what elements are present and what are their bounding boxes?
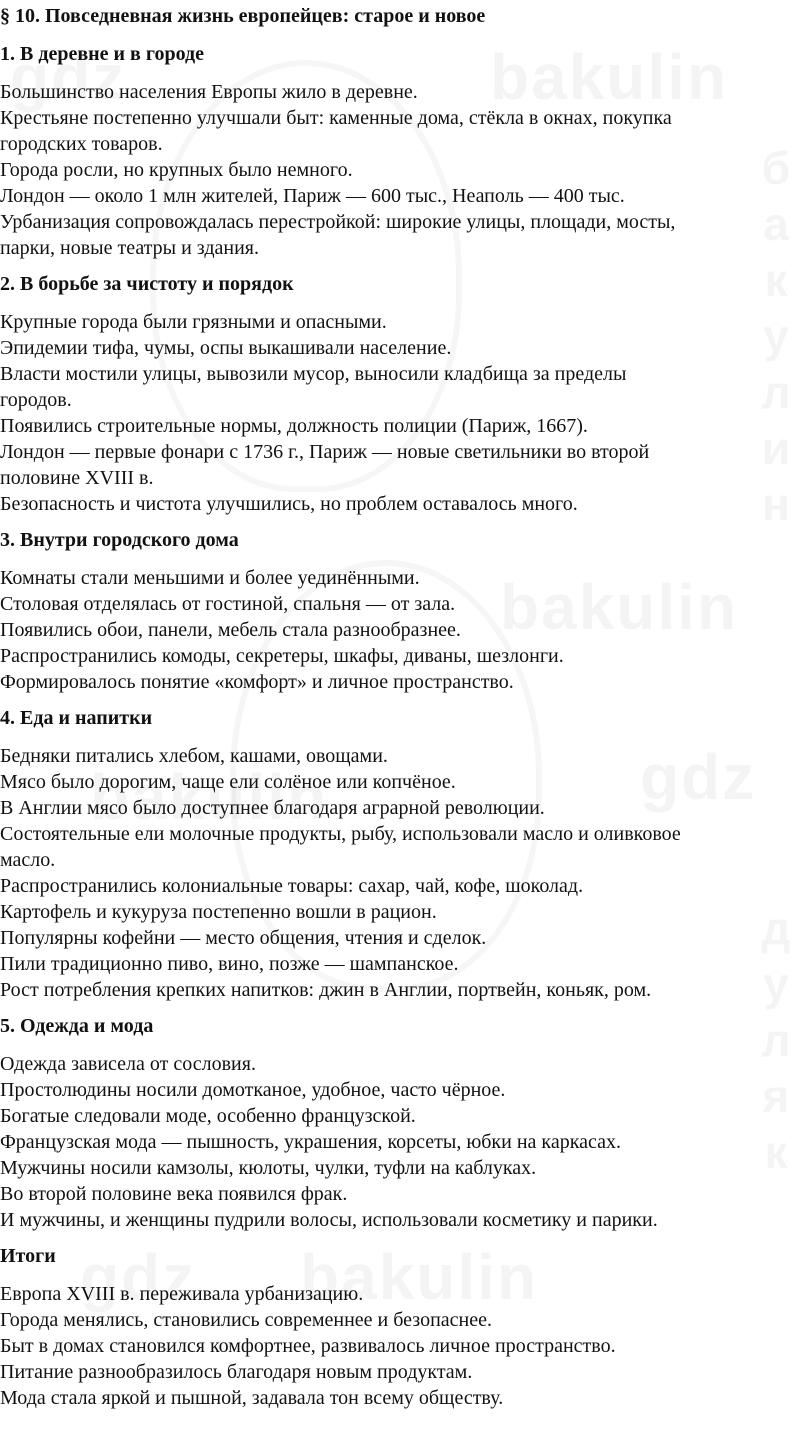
text-line: Города менялись, становились современнее и безопаснее.: [0, 1309, 492, 1331]
text-line: Крестьяне постепенно улучшали быт: каменные дома, стёкла в окнах, покупка: [0, 107, 672, 129]
section-heading: 5. Одежда и мода: [0, 1015, 154, 1037]
section-clothing-and-fashion: [0, 1013, 800, 1233]
text-line: масло.: [0, 849, 56, 871]
text-line: Крупные города были грязными и опасными.: [0, 311, 387, 333]
text-line: Большинство населения Европы жило в деревне.: [0, 81, 418, 103]
section-heading: Итоги: [0, 1245, 56, 1267]
text-line: Эпидемии тифа, чумы, оспы выкашивали население.: [0, 337, 452, 359]
text-line: Распространились колониальные товары: сахар, чай, кофе, шоколад.: [0, 875, 584, 897]
section-city-house: [0, 527, 800, 695]
text-line: Мода стала яркой и пышной, задавала тон всему обществу.: [0, 1387, 504, 1409]
text-line: В Англии мясо было доступнее благодаря аграрной революции.: [0, 797, 545, 819]
section-heading: 1. В деревне и в городе: [0, 43, 204, 65]
text-line: Мужчины носили камзолы, кюлоты, чулки, туфли на каблуках.: [0, 1157, 537, 1179]
page-title: § 10. Повседневная жизнь европейцев: старое и новое: [0, 5, 486, 27]
text-line: Урбанизация сопровождалась перестройкой: широкие улицы, площади, мосты,: [0, 211, 676, 233]
section-summary: [0, 1243, 800, 1411]
text-line: И мужчины, и женщины пудрили волосы, использовали косметику и парики.: [0, 1209, 658, 1231]
text-line: Картофель и кукуруза постепенно вошли в рацион.: [0, 901, 437, 923]
text-line: Французская мода — пышность, украшения, корсеты, юбки на каркасах.: [0, 1131, 622, 1153]
text-line: Комнаты стали меньшими и более уединёнными.: [0, 567, 420, 589]
text-line: Безопасность и чистота улучшились, но проблем оставалось много.: [0, 493, 578, 515]
text-line: Популярны кофейни — место общения, чтения и сделок.: [0, 927, 487, 949]
text-line: Власти мостили улицы, вывозили мусор, выносили кладбища за пределы: [0, 363, 627, 385]
text-line: Города росли, но крупных было немного.: [0, 159, 353, 181]
text-line: Состоятельные ели молочные продукты, рыбу, использовали масло и оливковое: [0, 823, 681, 845]
section-village-and-city: [0, 41, 800, 261]
text-line: парки, новые театры и здания.: [0, 237, 260, 259]
text-line: Появились строительные нормы, должность полиции (Париж, 1667).: [0, 415, 588, 437]
text-line: Европа XVIII в. переживала урбанизацию.: [0, 1283, 364, 1305]
text-line: Распространились комоды, секретеры, шкафы, диваны, шезлонги.: [0, 645, 564, 667]
section-heading: 4. Еда и напитки: [0, 707, 153, 729]
section-cleanliness-and-order: [0, 271, 800, 517]
text-line: Во второй половине века появился фрак.: [0, 1183, 348, 1205]
section-heading: 3. Внутри городского дома: [0, 529, 239, 551]
text-line: Пили традиционно пиво, вино, позже — шампанское.: [0, 953, 459, 975]
text-line: Мясо было дорогим, чаще ели солёное или копчёное.: [0, 771, 456, 793]
text-line: городов.: [0, 389, 72, 411]
text-line: Лондон — первые фонари с 1736 г., Париж — новые светильники во второй: [0, 441, 650, 463]
text-line: Простолюдины носили домотканое, удобное, часто чёрное.: [0, 1079, 506, 1101]
text-line: Бедняки питались хлебом, кашами, овощами.: [0, 745, 388, 767]
text-line: Одежда зависела от сословия.: [0, 1053, 256, 1075]
section-food-and-drinks: [0, 705, 800, 1003]
text-line: Быт в домах становился комфортнее, развивалось личное пространство.: [0, 1335, 616, 1357]
text-line: Формировалось понятие «комфорт» и личное пространство.: [0, 671, 514, 693]
text-line: городских товаров.: [0, 133, 163, 155]
text-line: Столовая отделялась от гостиной, спальня — от зала.: [0, 593, 456, 615]
text-line: Появились обои, панели, мебель стала разнообразнее.: [0, 619, 461, 641]
text-line: половине XVIII в.: [0, 467, 154, 489]
section-heading: 2. В борьбе за чистоту и порядок: [0, 273, 294, 295]
text-line: Рост потребления крепких напитков: джин в Англии, портвейн, коньяк, ром.: [0, 979, 652, 1001]
text-line: Питание разнообразилось благодаря новым продуктам.: [0, 1361, 473, 1383]
text-line: Лондон — около 1 млн жителей, Париж — 600 тыс., Неаполь — 400 тыс.: [0, 185, 625, 207]
text-line: Богатые следовали моде, особенно французской.: [0, 1105, 416, 1127]
